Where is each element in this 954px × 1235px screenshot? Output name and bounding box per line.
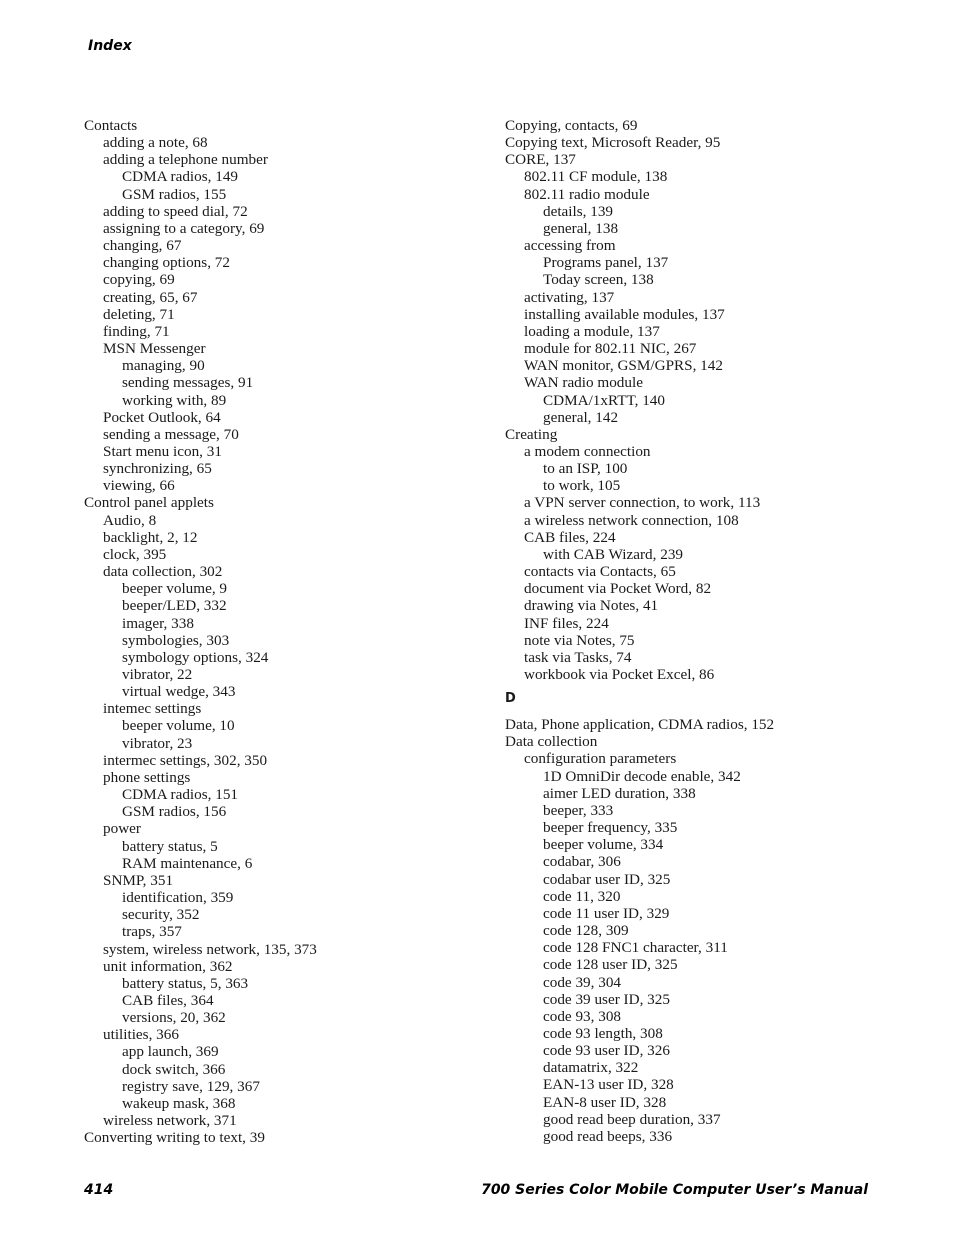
index-entry-sub: code 93 length, 308	[543, 1024, 663, 1042]
index-entry-sub: copying, 69	[103, 271, 175, 289]
index-entry-sub: general, 142	[543, 408, 619, 426]
index-entry-sub: accessing from	[524, 237, 616, 255]
index-entry-sub: virtual wedge, 343	[122, 683, 236, 701]
index-entry-sub: codabar, 306	[543, 853, 621, 871]
index-entry-sub: intemec settings	[103, 700, 202, 718]
index-entry-sub: phone settings	[103, 768, 191, 786]
index-entry-sub: creating, 65, 67	[103, 288, 198, 306]
index-entry-sub: 802.11 CF module, 138	[524, 168, 668, 186]
index-entry-sub: battery status, 5	[122, 837, 218, 855]
index-column-right	[505, 117, 925, 1145]
index-entry-sub: CAB files, 224	[524, 528, 616, 546]
running-header: Index	[88, 38, 132, 54]
index-entry-sub: battery status, 5, 363	[122, 974, 249, 992]
index-entry-sub: note via Notes, 75	[524, 631, 635, 649]
index-entry-sub: code 11 user ID, 329	[543, 904, 670, 922]
index-column-left	[84, 117, 484, 1146]
index-entry-sub: drawing via Notes, 41	[524, 597, 659, 615]
index-list-c-entries	[505, 117, 925, 683]
index-entry-sub: code 128 user ID, 325	[543, 956, 678, 974]
index-entry-sub: adding to speed dial, 72	[103, 202, 248, 220]
index-entry-sub: wakeup mask, 368	[122, 1094, 236, 1112]
index-entry-sub: beeper volume, 334	[543, 836, 664, 854]
index-entry-sub: installing available modules, 137	[524, 305, 725, 323]
index-entry-sub: managing, 90	[122, 357, 205, 375]
index-entry-sub: 1D OmniDir decode enable, 342	[543, 767, 741, 785]
index-entry-sub: symbologies, 303	[122, 631, 230, 649]
index-entry-sub: codabar user ID, 325	[543, 870, 671, 888]
index-entry-sub: Programs panel, 137	[543, 254, 669, 272]
index-list-d-entries	[505, 716, 925, 1145]
index-entry-sub: WAN monitor, GSM/GPRS, 142	[524, 357, 723, 375]
index-entry-sub: a modem connection	[524, 442, 651, 460]
section-letter-d: D	[505, 691, 516, 707]
page-number: 414	[84, 1182, 114, 1198]
index-entry-main: Creating	[505, 425, 558, 443]
index-entry-sub: app launch, 369	[122, 1043, 219, 1061]
index-entry-sub: MSN Messenger	[103, 340, 206, 358]
index-entry-sub: symbology options, 324	[122, 648, 269, 666]
index-entry-sub: aimer LED duration, 338	[543, 784, 696, 802]
index-entry-sub: activating, 137	[524, 288, 615, 306]
index-entry-sub: registry save, 129, 367	[122, 1077, 260, 1095]
index-entry-sub: code 93 user ID, 326	[543, 1042, 670, 1060]
index-entry-main: Contacts	[84, 117, 138, 134]
index-entry-sub: assigning to a category, 69	[103, 219, 265, 237]
index-entry-sub: wireless network, 371	[103, 1112, 237, 1130]
index-entry-sub: synchronizing, 65	[103, 460, 212, 478]
index-entry-sub: system, wireless network, 135, 373	[103, 940, 317, 958]
index-entry-sub: finding, 71	[103, 322, 170, 340]
index-entry-sub: beeper volume, 9	[122, 580, 228, 598]
index-entry-sub: beeper, 333	[543, 801, 614, 819]
index-entry-sub: CAB files, 364	[122, 991, 214, 1009]
index-entry-sub: RAM maintenance, 6	[122, 854, 253, 872]
index-entry-sub: task via Tasks, 74	[524, 648, 632, 666]
index-entry-sub: a wireless network connection, 108	[524, 511, 739, 529]
index-entry-sub: EAN-13 user ID, 328	[543, 1076, 674, 1094]
index-entry-sub: power	[103, 820, 141, 838]
index-entry-sub: module for 802.11 NIC, 267	[524, 340, 697, 358]
index-entry-sub: versions, 20, 362	[122, 1009, 226, 1027]
index-entry-sub: working with, 89	[122, 391, 227, 409]
manual-title: 700 Series Color Mobile Computer User’s Manual	[481, 1182, 868, 1198]
index-entry-sub: contacts via Contacts, 65	[524, 563, 676, 581]
index-entry-sub: SNMP, 351	[103, 871, 174, 889]
index-entry-sub: good read beeps, 336	[543, 1127, 673, 1145]
index-entry-sub: beeper/LED, 332	[122, 597, 227, 615]
index-entry-sub: GSM radios, 156	[122, 803, 227, 821]
index-entry-main: Data collection	[505, 733, 598, 751]
index-entry-sub: to work, 105	[543, 477, 621, 495]
index-entry-sub: datamatrix, 322	[543, 1059, 639, 1077]
index-entry-sub: workbook via Pocket Excel, 86	[524, 666, 715, 683]
index-entry-sub: intermec settings, 302, 350	[103, 751, 268, 769]
index-entry-sub: Today screen, 138	[543, 271, 654, 289]
index-entry-sub: GSM radios, 155	[122, 185, 227, 203]
index-entry-sub: unit information, 362	[103, 957, 233, 975]
index-entry-sub: code 93, 308	[543, 1007, 622, 1025]
index-entry-sub: WAN radio module	[524, 374, 643, 392]
index-entry-sub: document via Pocket Word, 82	[524, 580, 712, 598]
index-entry-sub: CDMA radios, 149	[122, 168, 239, 186]
index-entry-sub: changing, 67	[103, 237, 182, 255]
index-entry-sub: CDMA radios, 151	[122, 786, 239, 804]
index-entry-sub: identification, 359	[122, 889, 234, 907]
index-entry-sub: Start menu icon, 31	[103, 442, 222, 460]
index-entry-main: CORE, 137	[505, 151, 576, 169]
index-entry-sub: code 11, 320	[543, 887, 621, 905]
index-entry-sub: vibrator, 23	[122, 734, 193, 752]
index-entry-sub: viewing, 66	[103, 477, 175, 495]
index-entry-sub: dock switch, 366	[122, 1060, 226, 1078]
index-entry-sub: CDMA/1xRTT, 140	[543, 391, 665, 409]
index-entry-sub: EAN-8 user ID, 328	[543, 1093, 667, 1111]
index-entry-sub: Audio, 8	[103, 511, 157, 529]
index-entry-sub: beeper frequency, 335	[543, 819, 678, 837]
index-entry-sub: clock, 395	[103, 545, 167, 563]
index-entry-sub: code 39 user ID, 325	[543, 990, 670, 1008]
index-entry-main: Data, Phone application, CDMA radios, 152	[505, 716, 775, 734]
index-entry-sub: adding a telephone number	[103, 151, 268, 169]
index-entry-sub: a VPN server connection, to work, 113	[524, 494, 761, 512]
index-entry-sub: loading a module, 137	[524, 322, 660, 340]
index-entry-sub: vibrator, 22	[122, 666, 193, 683]
index-entry-sub: general, 138	[543, 219, 619, 237]
index-entry-sub: changing options, 72	[103, 254, 230, 272]
index-entry-main: Copying text, Microsoft Reader, 95	[505, 134, 721, 152]
index-entry-sub: deleting, 71	[103, 305, 175, 323]
index-entry-main: Copying, contacts, 69	[505, 117, 638, 134]
index-entry-main: Control panel applets	[84, 494, 214, 512]
index-entry-sub: configuration parameters	[524, 750, 677, 768]
index-entry-sub: details, 139	[543, 202, 614, 220]
index-entry-sub: beeper volume, 10	[122, 717, 235, 735]
index-entry-sub: code 39, 304	[543, 973, 622, 991]
index-entry-sub: 802.11 radio module	[524, 185, 650, 203]
index-entry-sub: INF files, 224	[524, 614, 609, 632]
index-entry-sub: adding a note, 68	[103, 134, 208, 152]
index-entry-sub: utilities, 366	[103, 1026, 179, 1044]
index-entry-sub: sending a message, 70	[103, 425, 239, 443]
index-entry-sub: good read beep duration, 337	[543, 1110, 721, 1128]
index-entry-sub: with CAB Wizard, 239	[543, 545, 684, 563]
index-entry-sub: to an ISP, 100	[543, 460, 628, 478]
index-entry-sub: sending messages, 91	[122, 374, 254, 392]
index-entry-sub: Pocket Outlook, 64	[103, 408, 221, 426]
index-entry-sub: traps, 357	[122, 923, 182, 941]
index-entry-main: Converting writing to text, 39	[84, 1129, 265, 1147]
index-entry-sub: code 128 FNC1 character, 311	[543, 939, 728, 957]
index-entry-sub: imager, 338	[122, 614, 194, 632]
index-entry-sub: data collection, 302	[103, 563, 223, 581]
index-entry-sub: security, 352	[122, 906, 200, 924]
index-entry-sub: backlight, 2, 12	[103, 528, 198, 546]
index-entry-sub: code 128, 309	[543, 922, 629, 940]
